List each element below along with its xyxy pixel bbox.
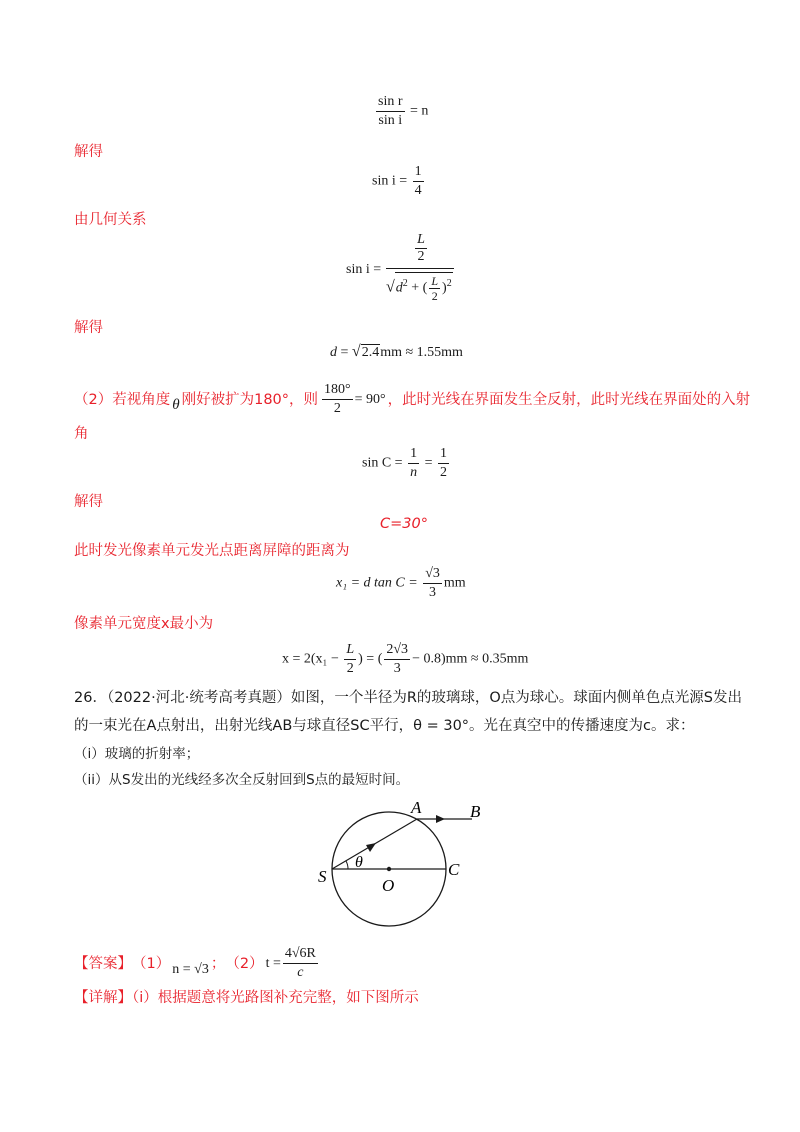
label-O: O	[382, 876, 395, 895]
x-equation: x = 2(x₁ − $\frac{L}{2}$ ) = ( $\frac{2√3}{3}$ − 0.8)mm ≈ 0.35mm	[282, 642, 529, 676]
center-dot	[387, 867, 391, 871]
label-B: B	[470, 802, 481, 821]
ray-AB-arrow	[436, 815, 445, 823]
label-C: C	[448, 860, 460, 879]
label-theta: θ	[355, 854, 363, 871]
sini-quarter-equation: sin i = $\frac{1}{4}$	[372, 164, 422, 198]
part2-continuation: 角	[74, 426, 89, 442]
solve-label-3: 解得	[74, 494, 103, 510]
part2-line: （2）若视角度 θ 刚好被扩为180°，则 $\frac{180^\circ}{2}$ = 90° ，此时光线在界面发生全反射，此时光线在界面处的入射	[74, 382, 751, 416]
solve-label-2: 解得	[74, 320, 103, 336]
result-C: C=30°	[380, 516, 428, 532]
detail-line: 【详解】（i）根据题意将光路图补充完整，如下图所示	[74, 990, 419, 1006]
x1-equation: x₁ = d tan C = $\frac{√3}{3}$ mm	[336, 566, 466, 600]
snell-equation: $\frac{\text{sin r}}{\text{sin i}}$ = n	[378, 94, 429, 128]
geometry-label: 由几何关系	[74, 212, 147, 228]
width-label: 像素单元宽度x最小为	[74, 616, 214, 632]
problem-26-item2: （ii）从S发出的光线经多次全反射回到S点的最短时间。	[74, 772, 410, 788]
problem-26-item1: （i）玻璃的折射率；	[74, 746, 200, 762]
problem-26-line2: 的一束光在A点射出，出射光线AB与球直径SC平行，θ = 30°。光在真空中的传播速度为c。求：	[74, 718, 695, 734]
answer-line: 【答案】 （1） n = √3 ； （2） t = $\frac{4√6R}{c}$	[74, 946, 316, 980]
distance-label: 此时发光像素单元发光点距离屏障的距离为	[74, 543, 350, 559]
glass-sphere-diagram	[300, 790, 510, 940]
solve-label-1: 解得	[74, 144, 103, 160]
d-equation: d = √2.4mm ≈ 1.55mm	[330, 343, 463, 360]
ray-SA-arrow	[366, 843, 376, 852]
label-A: A	[411, 798, 422, 817]
theta-arc	[346, 861, 348, 869]
problem-26-line1: 26．（2022·河北·统考高考真题）如图，一个半径为R的玻璃球，O点为球心。球面内侧单色点光源S发出	[74, 690, 743, 706]
sinC-equation: sin C = $\frac{1}{n}$ = $\frac{1}{2}$	[362, 446, 447, 480]
label-S: S	[318, 867, 327, 886]
sini-geometry-equation: sin i = L 2 $√d^2$ + ( $\frac{L}{2}$ )$^2$	[346, 232, 456, 310]
